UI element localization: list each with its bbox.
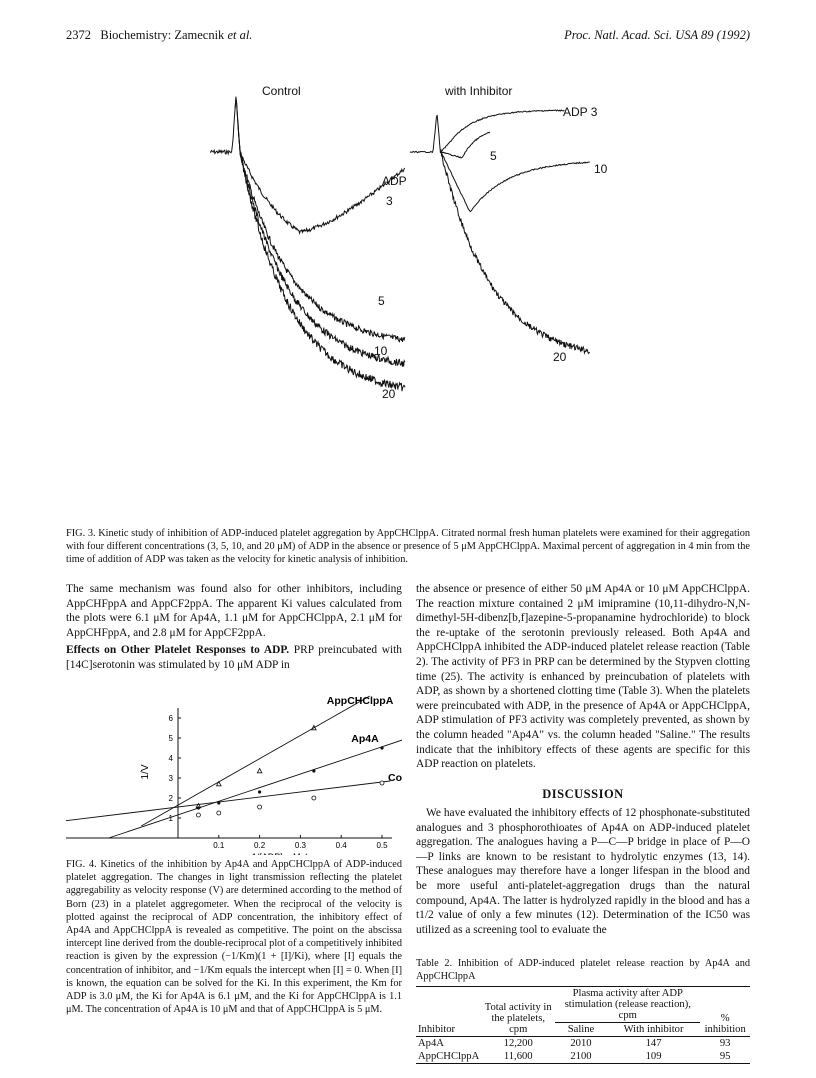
cell-inhibitor: AppCHClppA — [418, 1051, 480, 1062]
figure-4 — [66, 690, 402, 855]
th-plasma: Plasma activity after ADP stimulation (release reaction), cpm — [555, 987, 700, 1023]
y-tick-label: 5 — [168, 734, 173, 743]
header-section: Biochemistry: Zamecnik — [100, 28, 225, 42]
series-line-ap4a — [109, 740, 402, 838]
aggregation-traces — [200, 72, 660, 512]
cell-pct: 95 — [719, 1051, 731, 1062]
data-point-dot — [197, 806, 200, 809]
control-label-adp: ADP — [382, 174, 407, 188]
left-col-paragraph-2 — [66, 643, 402, 672]
y-tick-label: 4 — [168, 754, 173, 763]
inhibitor-label-5: 5 — [490, 149, 497, 163]
table-2 — [416, 986, 750, 1064]
data-point-circle — [312, 796, 316, 800]
cell-total: 12,200 — [503, 1038, 533, 1049]
th-total: Total activity in the platelets, cpm — [484, 1002, 552, 1035]
figure-4-caption: FIG. 4. Kinetics of the inhibition by Ap4A and AppCHClppA of ADP-induced platelet aggregation. The changes in light transmission reflecting the platelet aggregability as velocity response (V) are determined according to the method of Born (23) in a platelet aggregometer. When the reciprocal of the velocity is plotted against the reciprocal of ADP concentration, the inhibitory effect of Ap4A and AppCHClppA is revealed as competitive. The point on the abscissa intercept line derived from the double-reciprocal plot of a competitively inhibited reaction is given by the expression (−1/Km)(1 + [I]/Ki), where [I] equals the concentration of inhibitor, and −1/Km equals the intercept when [I] = 0. When [I] is known, the equation can be solved for the Ki. In this experiment, the Km for ADP is 3.0 μM, the Ki for Ap4A is 6.1 μM, and the Ki for AppCHClppA is 1.1 μM. The concentration of Ap4A is 10 μM and that of AppCHClppA is 5 μM. — [66, 859, 402, 1016]
th-saline: Saline — [567, 1024, 595, 1035]
running-header-journal: Proc. Natl. Acad. Sci. USA 89 (1992) — [564, 28, 750, 42]
panel-title-inhibitor: with Inhibitor — [445, 84, 513, 98]
y-tick-label: 2 — [168, 794, 173, 803]
control-label-5: 5 — [378, 294, 385, 308]
series-line-appchclppa — [141, 696, 369, 826]
series-label-ap4a: Ap4A — [351, 733, 379, 745]
inhibitor-trace-10 — [441, 152, 590, 211]
control-label-20: 20 — [382, 387, 396, 401]
data-point-circle — [258, 805, 262, 809]
y-axis-label: 1/V — [140, 764, 151, 780]
data-point-dot — [312, 769, 315, 772]
data-point-triangle — [257, 769, 262, 773]
cell-pct: 93 — [719, 1038, 731, 1049]
inhibitor-trace-3 — [410, 110, 564, 153]
control-label-10: 10 — [374, 344, 388, 358]
table-2-caption: Table 2. Inhibition of ADP-induced platelet release reaction by Ap4A and AppCHClppA — [416, 958, 750, 983]
th-inhibitor: Inhibitor — [418, 1024, 456, 1035]
figure-3-caption: FIG. 3. Kinetic study of inhibition of ADP-induced platelet aggregation by AppCHClppA. Citrated normal fresh human platelets were examined for their aggregation with four different concentrations (3, 5, 10, and 20 μM) of ADP in the absence or presence of 5 μM AppCHClppA. Maximal percent of aggregation in 4 min from the time of addition of ADP was taken as the velocity for kinetic analysis of inhibition. — [66, 528, 750, 566]
x-tick-label: 0.3 — [294, 841, 306, 850]
cell-saline: 2010 — [570, 1038, 592, 1049]
x-tick-label: 0.4 — [335, 841, 347, 850]
running-header-left — [66, 28, 252, 43]
series-line-control — [66, 781, 390, 838]
x-axis-label — [252, 852, 308, 855]
data-point-dot — [258, 790, 261, 793]
data-point-circle — [217, 811, 221, 815]
right-col-paragraph-2: We have evaluated the inhibitory effects of 12 phosphonate-substituted analogues and 3 phosphorothioates of Ap4A on ADP-induced platelet aggregation. The analogues having a P—C—P bridge in place of P—O—P links are known to be resistant to hydrolytic enzymes (13, 14). These analogues may therefore have a longer lifespan in the blood and be more useful anti-platelet-aggregation drugs than the natural compound, Ap4A. The latter is hydrolyzed rapidly in the blood and has a t1/2 value of only a few minutes (12). Determination of the IC50 was utilized as a screening tool to evaluate the — [416, 807, 750, 936]
data-point-circle — [196, 813, 200, 817]
left-col-para2-text: PRP preincubated with [14C]serotonin was stimulated by 10 μM ADP in — [66, 644, 402, 671]
control-label-3: 3 — [386, 194, 393, 208]
cell-with: 109 — [645, 1051, 662, 1062]
cell-with: 147 — [645, 1038, 662, 1049]
inhibitor-trace-20 — [441, 149, 590, 353]
double-reciprocal-plot — [66, 690, 402, 855]
x-tick-label: 0.1 — [213, 841, 225, 850]
control-trace-3 — [210, 97, 405, 234]
series-label-appchclppa: AppCHClppA — [326, 695, 394, 707]
data-point-dot — [380, 746, 383, 749]
section-heading-other-responses: Effects on Other Platelet Responses to ADP. — [66, 644, 290, 656]
discussion-heading: DISCUSSION — [542, 787, 624, 801]
right-col-paragraph-1: the absence or presence of either 50 μM Ap4A or 10 μM AppCHClppA. The reaction mixture contained 2 μM imipramine (10,11-dihydro-N,N-dimethyl-5H-dibenz[b,f]azepine-5-propanamine hydrochloride) to block the re-uptake of the serotonin previously released. Both Ap4A and AppCHClppA inhibited the ADP-induced platelet release reaction (Table 2). The activity of PF3 in PRP can be determined by the Stypven clotting time (25). The activity is enhanced by preincubation of platelets with ADP, as shown by a shortened clotting time (Table 3). When the platelets were preincubated with ADP, in the presence of Ap4A or AppCHClppA, ADP stimulation of PF3 activity was completely prevented, as shown by the column headed "Ap4A" vs. the column headed "Saline." The results indicate that the inhibitory effects of these agents are specific for this ADP reaction on platelets. — [416, 583, 750, 771]
data-point-circle — [380, 781, 384, 785]
y-tick-label: 3 — [168, 774, 173, 783]
th-pct: % inhibition — [704, 1013, 746, 1035]
page-number: 2372 — [66, 28, 91, 42]
x-tick-label: 0.2 — [254, 841, 266, 850]
inhibitor-label-adp3: ADP 3 — [563, 105, 598, 119]
cell-saline: 2100 — [570, 1051, 592, 1062]
inhibitor-label-10: 10 — [594, 162, 608, 176]
cell-inhibitor: Ap4A — [418, 1038, 444, 1049]
panel-title-control: Control — [262, 84, 301, 98]
th-with: With inhibitor — [623, 1024, 684, 1035]
header-et-al: et al. — [227, 28, 253, 42]
data-point-triangle — [217, 782, 222, 786]
cell-total: 11,600 — [503, 1051, 533, 1062]
y-tick-label: 1 — [168, 814, 173, 823]
left-col-paragraph-1: The same mechanism was found also for other inhibitors, including AppCHFppA and AppCF2ppA. The apparent Ki values calculated from the plots were 6.1 μM for Ap4A, 1.1 μM for AppCHClppA, 2.1 μM for AppCHFppA, and 2.8 μM for AppCF2ppA. — [66, 583, 402, 639]
figure-3 — [200, 72, 660, 512]
inhibitor-label-20: 20 — [553, 350, 567, 364]
y-tick-label: 6 — [168, 714, 173, 723]
x-tick-label: 0.5 — [376, 841, 388, 850]
inhibitor-trace-5 — [441, 132, 490, 158]
series-label-control: Co — [388, 772, 402, 784]
